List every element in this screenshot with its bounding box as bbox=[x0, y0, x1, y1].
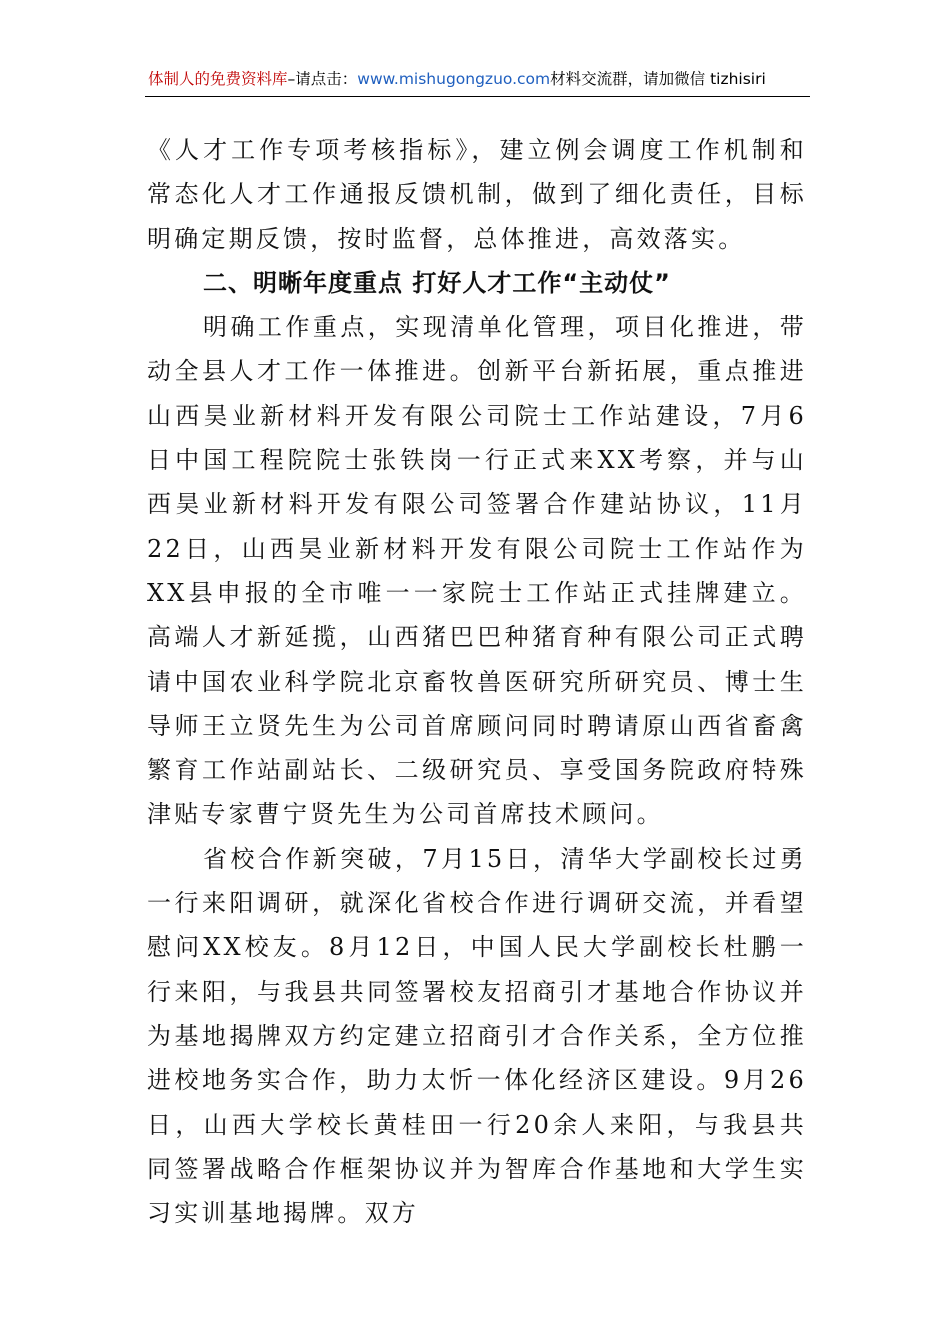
paragraph-3: 省校合作新突破，7月15日，清华大学副校长过勇一行来阳调研，就深化省校合作进行调研交流，并看望慰问XX校友。8月12日，中国人民大学副校长杜鹏一行来阳，与我县共同签署校友招商引才基地合作协议并为基地揭牌双方约定建立招商引才合作关系，全方位推进校地务实合作，助力太忻一体化经济区建设。9月26日，山西大学校长黄桂田一行20余人来阳，与我县共同签署战略合作框架协议并为智库合作基地和大学生实习实训基地揭牌。双方 bbox=[147, 844, 807, 1228]
paragraph-2: 明确工作重点，实现清单化管理，项目化推进，带动全县人才工作一体推进。创新平台新拓展，重点推进山西昊业新材料开发有限公司院士工作站建设，7月6日中国工程院院士张铁岗一行正式来XX考察，并与山西昊业新材料开发有限公司签署合作建站协议，11月22日，山西昊业新材料开发有限公司院士工作站作为XX县申报的全市唯一一家院士工作站正式挂牌建立。高端人才新延揽，山西猪巴巴种猪育种有限公司正式聘请中国农业科学院北京畜牧兽医研究所研究员、博士生导师王立贤先生为公司首席顾问同时聘请原山西省畜禽繁育工作站副站长、二级研究员、享受国务院政府特殊津贴专家曹宁贤先生为公司首席技术顾问。 bbox=[147, 313, 807, 829]
header-contact: 材料交流群，请加微信 tizhisiri bbox=[550, 70, 766, 88]
paragraph-1: 《人才工作专项考核指标》，建立例会调度工作机制和常态化人才工作通报反馈机制，做到了细化责任，目标明确定期反馈，按时监督，总体推进，高效落实。 bbox=[147, 136, 807, 253]
header-divider bbox=[145, 96, 810, 97]
header-prompt: –请点击： bbox=[287, 70, 358, 88]
page-header bbox=[148, 64, 808, 94]
document-body bbox=[147, 128, 807, 1235]
header-url-link[interactable]: www.mishugongzuo.com bbox=[357, 70, 551, 88]
header-brand: 体制人的免费资料库 bbox=[148, 70, 288, 88]
section-heading-2: 二、明晰年度重点 打好人才工作“主动仗” bbox=[203, 268, 671, 297]
